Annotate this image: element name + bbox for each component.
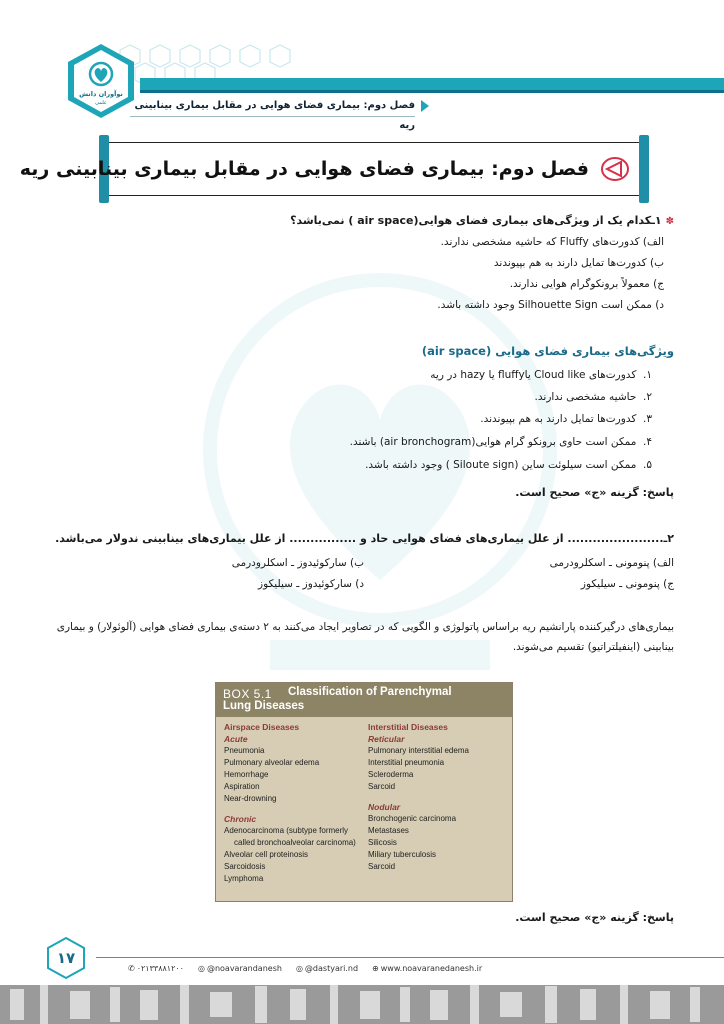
footer-website[interactable] <box>372 964 482 973</box>
logo-subtitle: علمی <box>95 100 107 106</box>
feature-num: ۲. <box>643 391 652 403</box>
page-number: ۱۷ <box>56 949 76 967</box>
feature-num: ۴. <box>643 436 652 448</box>
feature-item <box>92 369 652 381</box>
feature-text: کدورت‌ها تمایل دارند به هم بپیوندند. <box>480 413 637 425</box>
feature-num: ۱. <box>643 369 652 381</box>
instagram-icon: ◎ <box>197 963 205 973</box>
feature-num: ۳. <box>643 413 652 425</box>
footer-texture <box>0 985 724 1024</box>
chapter-title: فصل دوم: بیماری فضای هوایی در مقابل بیماری بینابینی ریه <box>19 158 589 180</box>
answer-2: پاسخ: گزینه «ج» صحیح است. <box>515 911 674 924</box>
header-bar <box>140 78 724 90</box>
q1-option-d: د) ممکن است Silhouette Sign وجود داشته باشد. <box>437 299 664 311</box>
list-item: Pulmonary alveolar edema <box>224 758 320 767</box>
list-item: Pneumonia <box>224 746 265 755</box>
list-item: Scleroderma <box>368 770 414 779</box>
running-header-title <box>130 96 415 131</box>
banner-cap-right <box>639 135 649 203</box>
feature-item <box>92 391 652 403</box>
list-item: Lymphoma <box>224 874 264 883</box>
feature-item <box>92 436 652 448</box>
box-header <box>216 683 512 717</box>
feature-item <box>92 413 652 425</box>
footer-instagram[interactable] <box>198 964 282 973</box>
list-item: Miliary tuberculosis <box>368 850 437 859</box>
list-item: Metastases <box>368 826 409 835</box>
footer-line <box>96 957 724 958</box>
phone-text: ۰۲۱۳۳۸۸۱۲۰۰ <box>136 963 184 973</box>
chevron-right-icon <box>421 100 429 112</box>
list-item: Sarcoid <box>368 782 396 791</box>
feature-text: کدورت‌های Cloud like یاfluffy یا hazy در ریه <box>430 369 637 381</box>
feature-num: ۵. <box>643 459 652 471</box>
globe-icon: ⊕ <box>372 963 379 973</box>
list-item: Sarcoidosis <box>224 862 266 871</box>
footer-telegram[interactable] <box>296 964 358 973</box>
chronic-label: Chronic <box>224 814 257 824</box>
list-item: called bronchoalveolar carcinoma) <box>234 838 356 847</box>
phone-icon: ✆ <box>128 963 135 973</box>
telegram-icon: ◎ <box>295 963 303 973</box>
chapter-triangle-icon <box>601 156 629 182</box>
answer-1: پاسخ: گزینه «ج» صحیح است. <box>515 486 674 499</box>
list-item: Sarcoid <box>368 862 396 871</box>
footer-contacts <box>128 960 628 976</box>
acute-label: Acute <box>224 734 248 744</box>
airspace-heading: Airspace Diseases <box>224 722 300 732</box>
telegram-text: @dastyari.nd <box>304 963 359 973</box>
features-heading: ویژگی‌های بیماری فضای هوایی (air space) <box>421 344 674 358</box>
question-2: ۲ـ....................... از علل بیماری‌های فضای هوایی حاد و ................ از علل بیماری‌های بینابینی ندولار می‌باشد. <box>55 532 674 545</box>
interstitial-heading: Interstitial Diseases <box>368 722 448 732</box>
question-1-number: ۱ـ <box>651 214 662 227</box>
logo-name: نوآوران دانش <box>79 90 123 98</box>
q2-option-b: ب) سارکوئیدوز ـ اسکلرودرمی <box>231 557 364 569</box>
explanation-paragraph: بیماری‌های درگیرکننده پارانشیم ریه براساس پاتولوژی و الگویی که در تصاویر ایجاد می‌کنند به ۲ دسته‌ی بیماری فضای هوایی (آلوئولار) و بیماری بینابینی (اینفیلتراتیو) تقسیم می‌شوند. <box>56 621 674 653</box>
chapter-banner <box>19 142 644 196</box>
feature-text: حاشیه مشخصی ندارند. <box>534 391 637 403</box>
interstitial-column <box>368 721 508 873</box>
question-1 <box>54 214 674 227</box>
list-item: Aspiration <box>224 782 260 791</box>
running-header-text: فصل دوم: بیماری فضای هوایی در مقابل بیماری بینابینی ریه <box>134 100 415 131</box>
q2-option-a: الف) پنومونی ـ اسکلرودرمی <box>549 557 674 569</box>
box-title-line2: Lung Diseases <box>223 700 305 712</box>
classification-box <box>215 682 513 902</box>
header-bar-underline <box>140 90 724 93</box>
footer-phone <box>128 964 184 973</box>
feature-item <box>92 459 652 471</box>
star-icon: ✽ <box>665 216 674 227</box>
question-1-text: کدام یک از ویژگی‌های بیماری فضای هوایی(air space ) نمی‌باشد؟ <box>290 214 652 227</box>
list-item: Bronchogenic carcinoma <box>368 814 457 823</box>
list-item: Near-drowning <box>224 794 277 803</box>
list-item: Silicosis <box>368 838 397 847</box>
list-item: Adenocarcinoma (subtype formerly <box>224 826 349 835</box>
airspace-column <box>224 721 374 885</box>
q1-option-a: الف) کدورت‌های Fluffy که حاشیه مشخصی ندارند. <box>440 236 664 248</box>
reticular-label: Reticular <box>368 734 405 744</box>
list-item: Interstitial pneumonia <box>368 758 445 767</box>
website-text: www.noavaranedanesh.ir <box>380 963 483 973</box>
box-number: BOX 5.1 <box>223 687 272 701</box>
instagram-text: @noavarandanesh <box>206 963 282 973</box>
list-item: Hemorrhage <box>224 770 269 779</box>
q2-option-c: ج) پنومونی ـ سیلیکوز <box>580 578 674 590</box>
list-item: Pulmonary interstitial edema <box>368 746 469 755</box>
q1-option-b: ب) کدورت‌ها تمایل دارند به هم بپیوندند <box>493 257 664 269</box>
q2-option-d: د) سارکوئیدوز ـ سیلیکوز <box>258 578 364 590</box>
publisher-logo <box>62 42 140 120</box>
q1-option-c: ج) معمولاً برونکوگرام هوایی ندارند. <box>509 278 664 290</box>
box-title-line1: Classification of Parenchymal <box>288 686 452 698</box>
nodular-label: Nodular <box>368 802 401 812</box>
feature-text: ممکن است حاوی برونکو گرام هوایی(air bronchogram) باشند. <box>349 436 637 448</box>
list-item: Alveolar cell proteinosis <box>224 850 309 859</box>
feature-text: ممکن است سیلوئت ساین (Siloute sign ) وجود داشته باشد. <box>365 459 637 471</box>
